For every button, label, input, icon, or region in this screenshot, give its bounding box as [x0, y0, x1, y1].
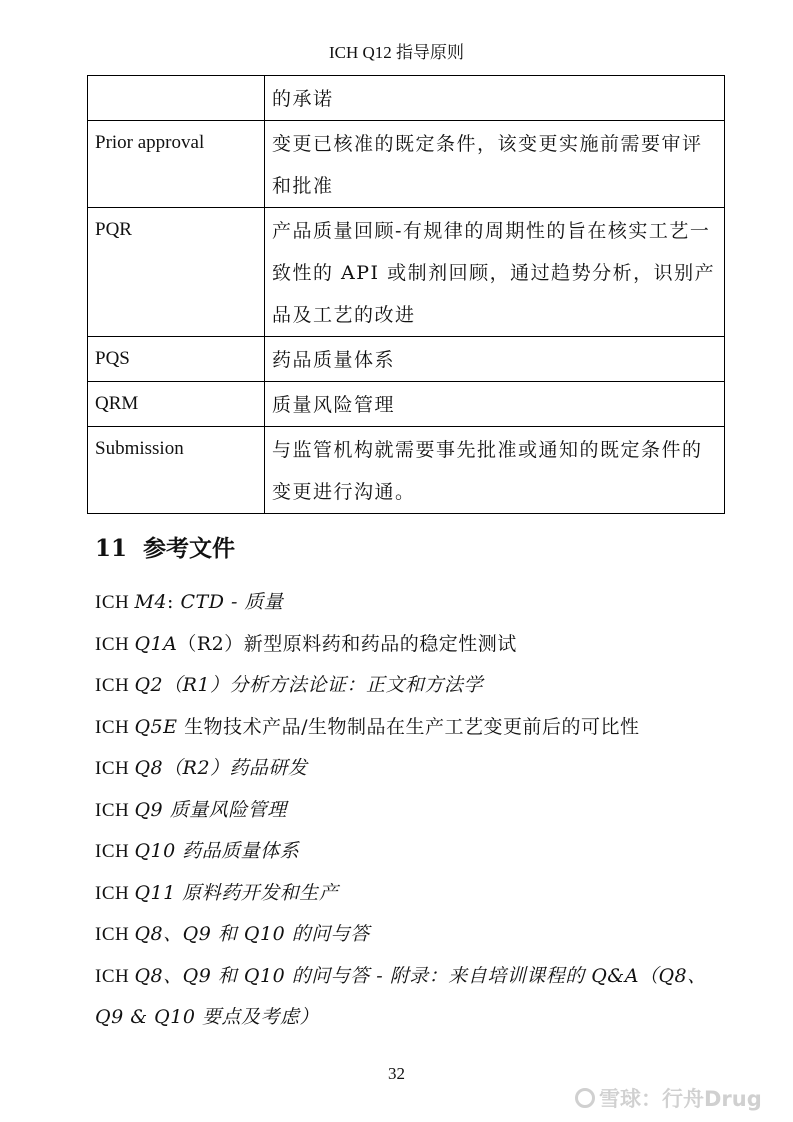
- ref-code: Q1A: [134, 632, 178, 655]
- ref-code: Q8: [134, 923, 164, 945]
- reference-list: [95, 582, 735, 1039]
- table-row: [88, 337, 725, 382]
- definition-cell: 药品质量体系: [265, 337, 725, 382]
- watermark-text: 雪球：行舟Drug: [599, 1087, 762, 1111]
- term-cell: PQR: [88, 208, 265, 337]
- list-item: [95, 624, 735, 666]
- table-row: [88, 76, 725, 121]
- ref-prefix: ICH: [95, 799, 135, 821]
- glossary-table: [87, 75, 725, 514]
- term-cell: Prior approval: [88, 121, 265, 208]
- ref-text: （R2）新型原料药和药品的稳定性测试: [177, 632, 517, 655]
- definition-cell: 的承诺: [265, 76, 725, 121]
- ref-code: Q8: [134, 964, 164, 987]
- list-item: [95, 831, 735, 873]
- ref-code: Q11: [134, 881, 176, 904]
- page-header: ICH Q12 指导原则: [328, 43, 465, 62]
- list-item: [95, 707, 735, 749]
- list-item: [95, 582, 735, 624]
- ref-prefix: ICH: [95, 633, 135, 655]
- ref-prefix: ICH: [95, 716, 135, 738]
- ref-text: 、Q9 和 Q10 的问与答: [163, 923, 370, 945]
- list-item: [95, 914, 735, 956]
- list-item: [95, 748, 735, 790]
- ref-code: Q2: [134, 674, 164, 696]
- section-heading: [95, 530, 235, 563]
- section-number: 11: [95, 535, 128, 562]
- ref-text: （R1）分析方法论证：正文和方法学: [163, 674, 484, 696]
- term-cell: QRM: [88, 382, 265, 427]
- ref-text: 生物技术产品/生物制品在生产工艺变更前后的可比性: [177, 715, 640, 738]
- ref-text: （R2）药品研发: [163, 757, 308, 779]
- definition-cell: 产品质量回顾-有规律的周期性的旨在核实工艺一致性的 API 或制剂回顾，通过趋势分析，识别产品及工艺的改进: [265, 208, 725, 337]
- section-title: 参考文件: [143, 535, 236, 562]
- ref-code: Q8: [134, 757, 164, 779]
- ref-text: 药品质量体系: [175, 840, 300, 862]
- definition-cell: 质量风险管理: [265, 382, 725, 427]
- ref-code: Q5E: [134, 715, 178, 738]
- ref-prefix: ICH: [95, 965, 135, 987]
- list-item: [95, 956, 735, 1039]
- page-number: 32: [388, 1064, 405, 1083]
- ref-text: 原料药开发和生产: [175, 881, 339, 904]
- ref-prefix: ICH: [95, 924, 135, 945]
- list-item: [95, 790, 735, 832]
- ref-text: 质量风险管理: [163, 798, 287, 821]
- snowball-logo-icon: [575, 1088, 595, 1108]
- definition-cell: 变更已核准的既定条件，该变更实施前需要审评和批准: [265, 121, 725, 208]
- ref-prefix: ICH: [95, 675, 135, 696]
- definition-cell: 与监管机构就需要事先批准或通知的既定条件的变更进行沟通。: [265, 427, 725, 514]
- ref-prefix: ICH: [95, 841, 135, 862]
- ref-text: 、Q9 和 Q10 的问与答 - 附录：来自培训课程的 Q&A（Q8、Q9 & Q10 要点及考虑）: [95, 964, 707, 1028]
- table-row: [88, 427, 725, 514]
- term-cell: [88, 76, 265, 121]
- term-cell: Submission: [88, 427, 265, 514]
- ref-text: CTD - 质量: [173, 591, 284, 613]
- watermark: [575, 1083, 762, 1113]
- table-row: [88, 208, 725, 337]
- ref-code: M4: [134, 591, 168, 613]
- list-item: [95, 665, 735, 707]
- list-item: [95, 873, 735, 915]
- ref-separator: :: [167, 591, 174, 613]
- term-cell: PQS: [88, 337, 265, 382]
- ref-prefix: ICH: [95, 882, 135, 904]
- ref-code: Q10: [134, 840, 176, 862]
- ref-prefix: ICH: [95, 758, 135, 779]
- table-row: [88, 121, 725, 208]
- ref-prefix: ICH: [95, 592, 135, 613]
- ref-code: Q9: [134, 798, 164, 821]
- table-row: [88, 382, 725, 427]
